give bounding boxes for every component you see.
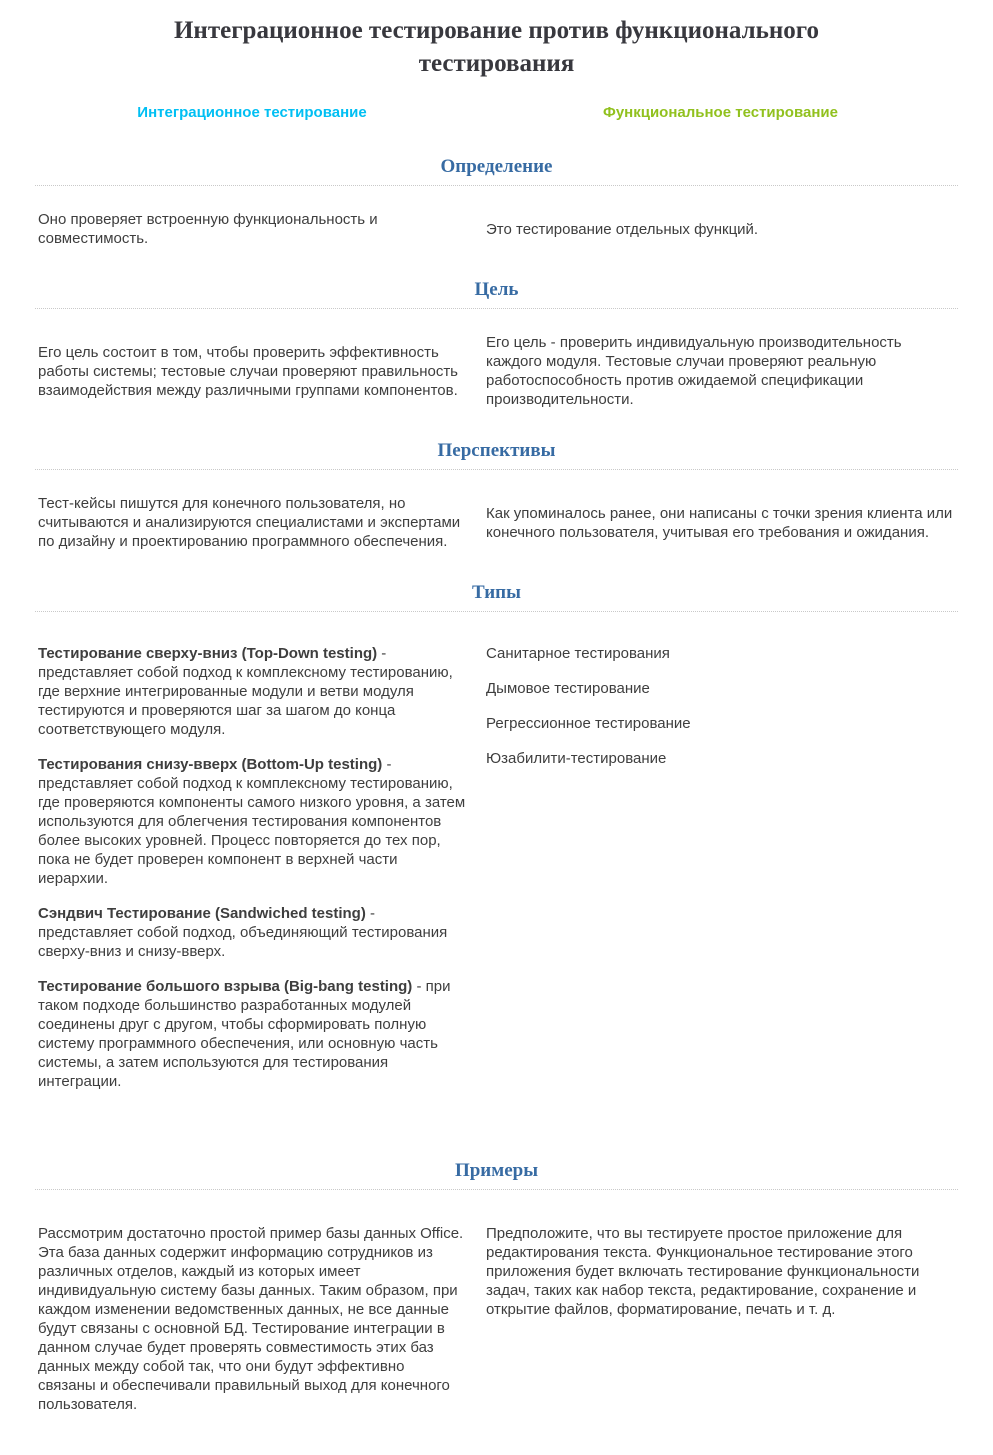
section-definition: [0, 157, 993, 280]
column-header-integration: Интеграционное тестирование: [137, 104, 367, 121]
type-term-bold: Тестирования снизу-вверх (Bottom-Up testing): [38, 756, 383, 773]
definition-integration-cell: [38, 210, 466, 248]
paragraph: Его цель состоит в том, чтобы проверить эффективность работы системы; тестовые случаи проверяют правильность взаимодействия между различными группами компонентов.: [38, 343, 458, 399]
types-functional-cell: [486, 644, 955, 768]
type-term-bold: Тестирование большого взрыва (Big-bang testing): [38, 978, 413, 995]
paragraph: Предположите, что вы тестируете простое приложение для редактирования текста. Функциональное тестирование этого приложения будет включать тестирование функциональности задач, таких как набор текста, редактирование, сохранение и открытие файлов, форматирование, печать и т. д.: [486, 1225, 920, 1318]
page-title-line-1: Интеграционное тестирование против функционального: [173, 17, 820, 44]
type-term-big-bang: [38, 977, 466, 1091]
section-title-examples: Примеры: [35, 1161, 958, 1190]
type-term-text: - представляет собой подход к комплексному тестированию, где верхние интегрированные модули и ветви модуля тестируются и проверяются шаг за шагом до конца соответствующего модуля.: [38, 645, 453, 738]
goal-functional-cell: [486, 333, 955, 409]
column-headers: [0, 104, 993, 121]
section-perspectives: [0, 441, 993, 583]
comparison-document: [0, 14, 993, 1414]
page-title: [0, 14, 993, 80]
type-term-text: - представляет собой подход, объединяющий тестирования сверху-вниз и снизу-вверх.: [38, 905, 448, 960]
section-title-perspectives: Перспективы: [35, 441, 958, 470]
section-types: [0, 583, 993, 1161]
perspectives-row: [0, 470, 993, 583]
types-integration-cell: [38, 644, 466, 1091]
section-examples: [0, 1161, 993, 1414]
type-term-sandwiched: [38, 904, 466, 961]
type-item-regression: Регрессионное тестирование: [486, 715, 691, 732]
paragraph: Это тестирование отдельных функций.: [486, 220, 759, 238]
examples-row: [0, 1190, 993, 1414]
examples-functional-cell: [486, 1224, 955, 1319]
type-item-sanity: Санитарное тестирования: [486, 645, 670, 662]
paragraph: Тест-кейсы пишутся для конечного пользователя, но считываются и анализируются специалистами и экспертами по дизайну и проектированию программного обеспечения.: [38, 495, 461, 550]
definition-functional-cell: [486, 220, 955, 239]
paragraph: Оно проверяет встроенную функциональность и совместимость.: [38, 211, 378, 247]
paragraph: Как упоминалось ранее, они написаны с точки зрения клиента или конечного пользователя, учитывая его требования и ожидания.: [486, 504, 953, 541]
page-title-line-2: тестирования: [418, 50, 575, 77]
section-title-definition: Определение: [35, 157, 958, 186]
type-term-text: - представляет собой подход к комплексному тестированию, где проверяются компоненты самого низкого уровня, а затем используются для облегчения тестирования компонентов более высоких уровней. Процесс повторяется до тех пор, пока не будет проверен компонент в верхней части иерархии.: [38, 756, 466, 887]
column-header-functional: Функциональное тестирование: [603, 104, 838, 121]
paragraph: Рассмотрим достаточно простой пример базы данных Office. Эта база данных содержит информацию сотрудников из различных отделов, каждый из которых имеет индивидуальную систему базы данных. Таким образом, при каждом изменении ведомственных данных, не все данные будут связаны с основной БД. Тестирование интеграции в данном случае будет проверять совместимость этих баз данных между собой так, что они будут эффективно связаны и обеспечивали правильный выход для конечного пользователя.: [38, 1225, 464, 1413]
type-term-text: - при таком подходе большинство разработанных модулей соединены друг с другом, чтобы сформировать полную систему программного обеспечения, или основную часть системы, а затем используются для тестирования интеграции.: [38, 978, 451, 1090]
type-item-smoke: Дымовое тестирование: [486, 680, 650, 697]
type-term-bold: Тестирование сверху-вниз (Top-Down testing): [38, 645, 378, 662]
type-item-usability: Юзабилити-тестирование: [486, 750, 667, 767]
section-title-goal: Цель: [35, 280, 958, 309]
definition-row: [0, 186, 993, 280]
goal-row: [0, 309, 993, 441]
perspectives-integration-cell: [38, 494, 466, 551]
paragraph: Его цель - проверить индивидуальную производительность каждого модуля. Тестовые случаи проверяют реальную работоспособность против ожидаемой спецификации производительности.: [486, 334, 902, 408]
goal-integration-cell: [38, 343, 466, 400]
examples-integration-cell: [38, 1224, 466, 1414]
types-row: [0, 612, 993, 1161]
type-term-bold: Сэндвич Тестирование (Sandwiched testing): [38, 905, 366, 922]
type-term-bottom-up: [38, 755, 466, 888]
section-goal: [0, 280, 993, 441]
section-title-types: Типы: [35, 583, 958, 612]
perspectives-functional-cell: [486, 504, 955, 542]
type-term-top-down: [38, 644, 466, 739]
